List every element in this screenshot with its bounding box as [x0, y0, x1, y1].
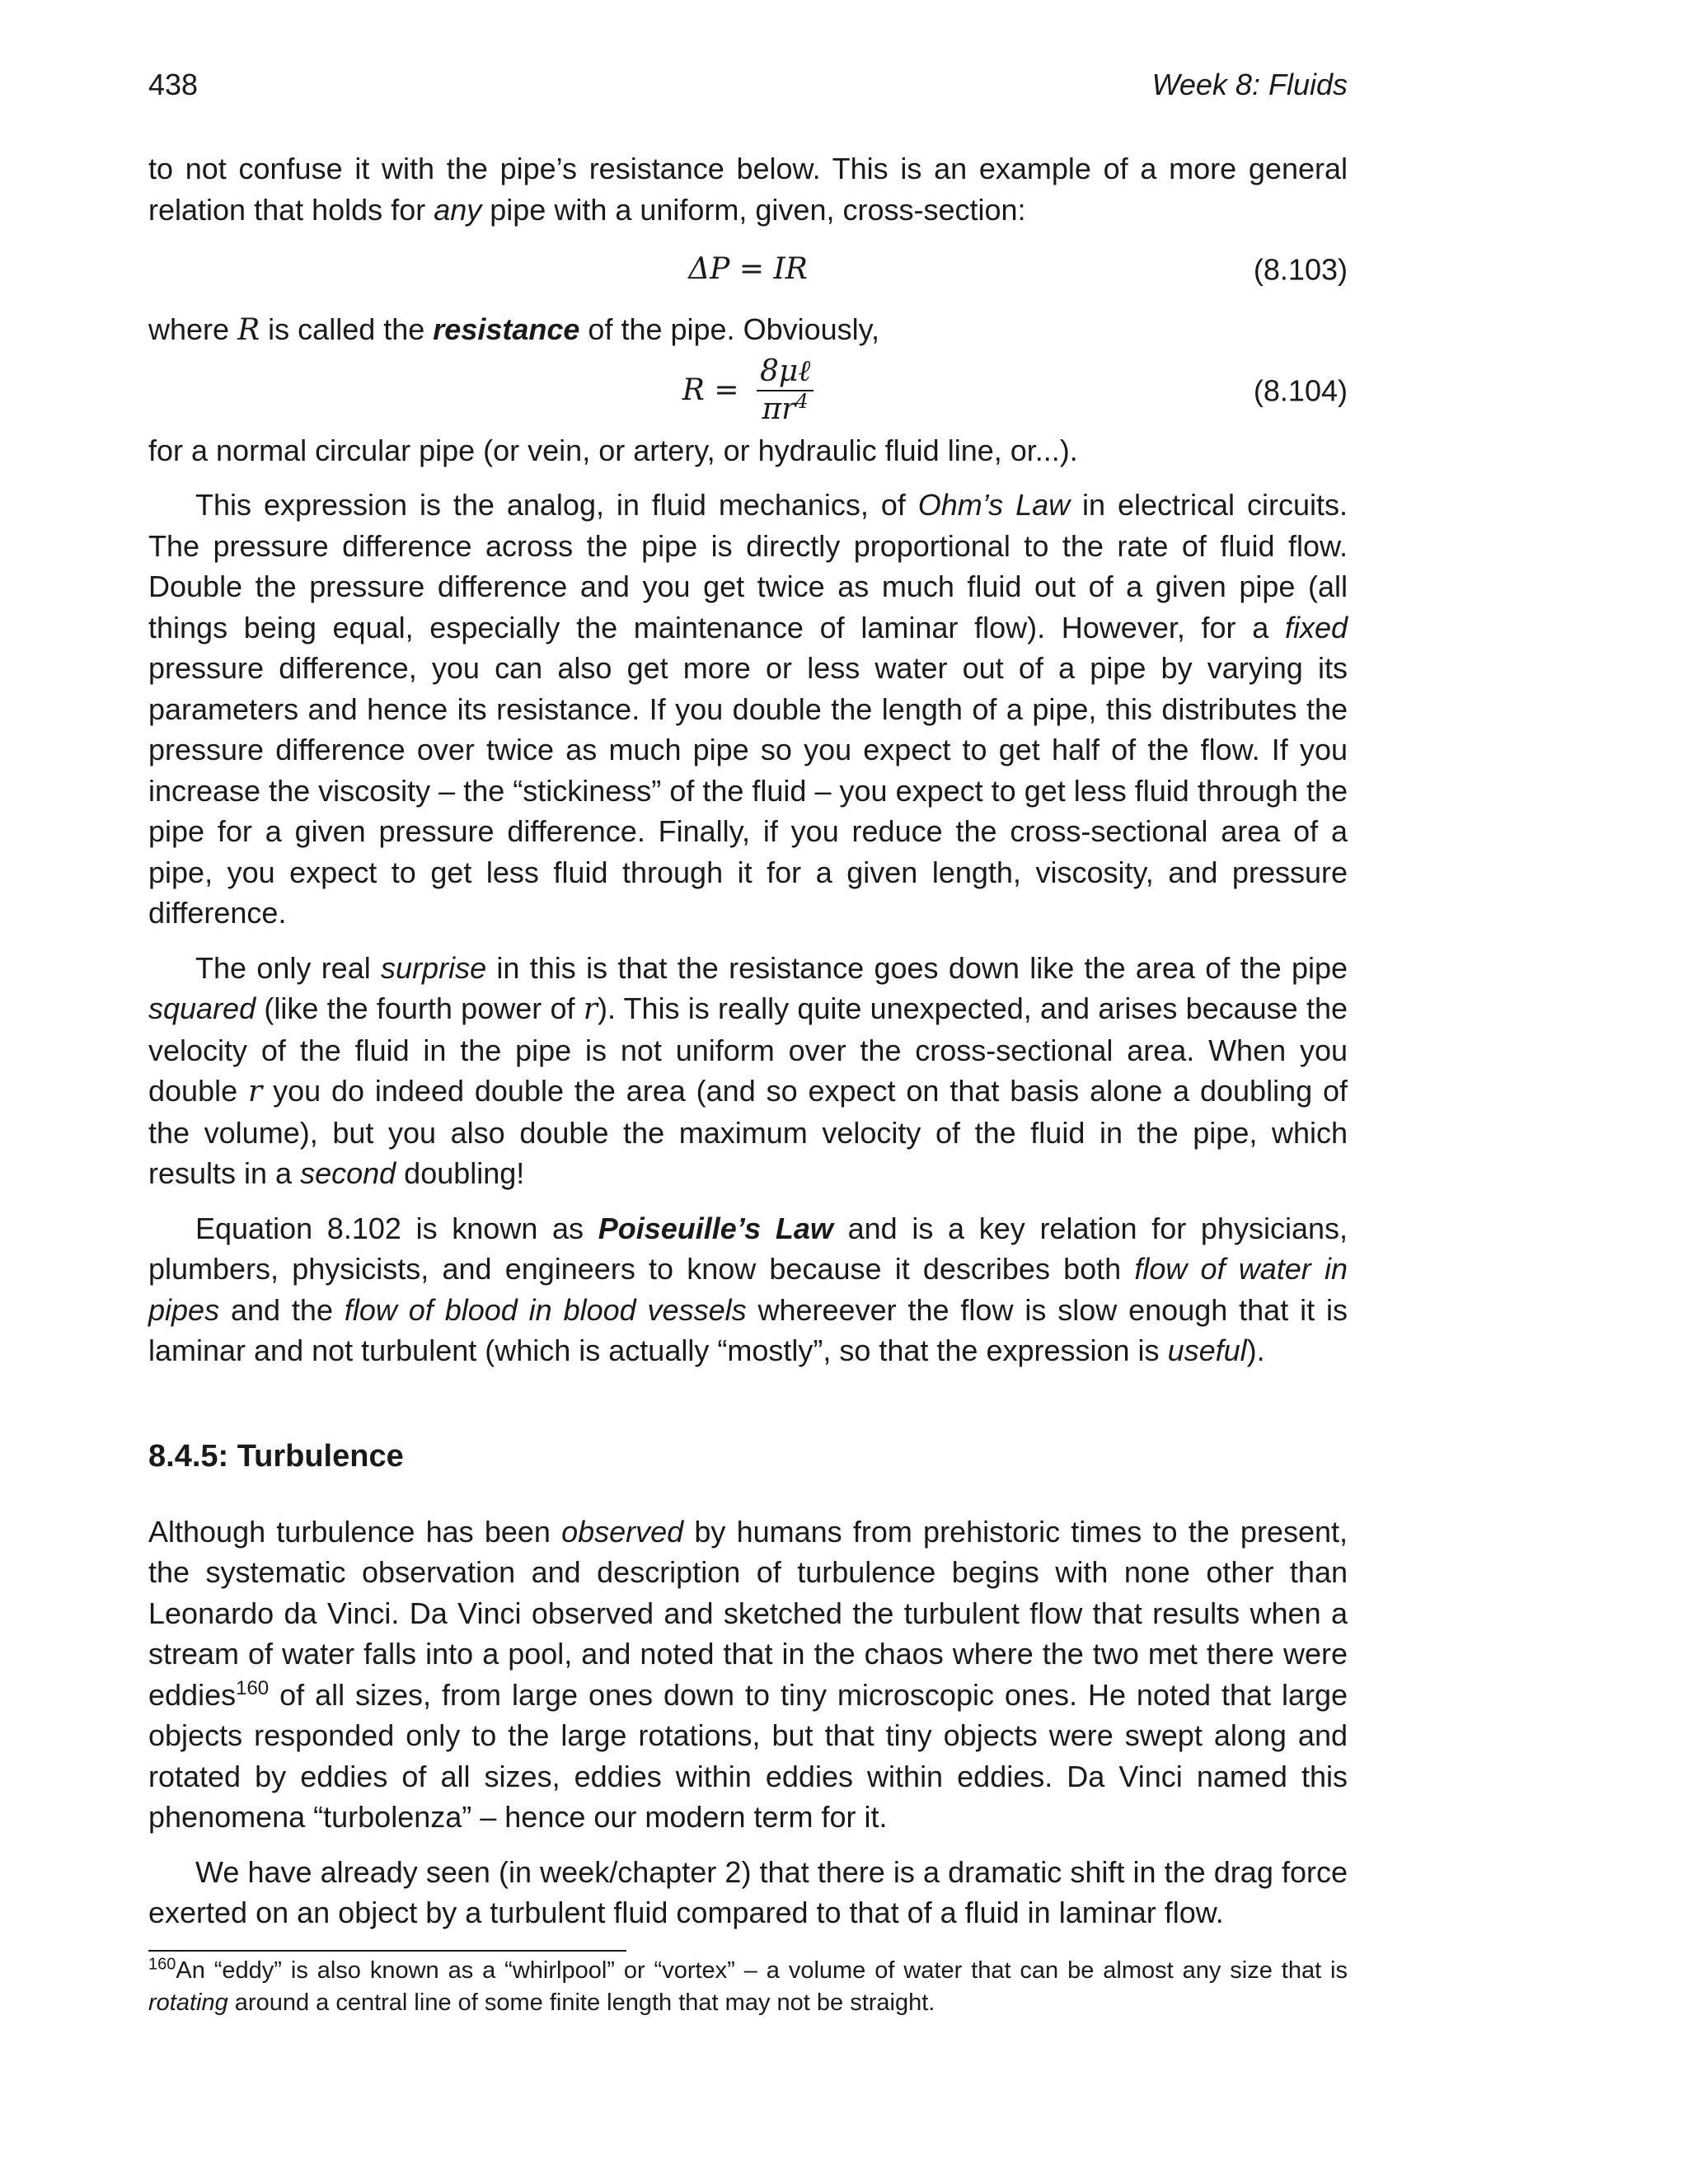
text-span: and is a key relation for physicians, plumbers, physicists, and engineers to know because it describes both	[148, 1211, 1348, 1286]
text-span: ). This is really quite unexpected, and arises because the velocity of the fluid in the pipe is not uniform over the cross-sectional area. When you double	[148, 991, 1348, 1108]
paragraph-poiseuille	[148, 1208, 1348, 1371]
text-span: whereever the flow is slow enough that it is laminar and not turbulent (which is actually “mostly”, so that the expression is	[148, 1292, 1348, 1367]
paragraph-intro	[148, 148, 1348, 230]
math-var: R	[682, 373, 705, 407]
emphasis: squared	[148, 991, 256, 1025]
text-span: pressure difference, you can also get more or less water out of a pipe by varying its parameters and hence its resistance. If you double the length of a pipe, this distributes the pressure difference over twice as much pipe so you expect to get half of the flow. If you increase the viscosity – the “stickiness” of the fluid – you expect to get less fluid through the pipe for a given pressure difference. Finally, if you reduce the cross-sectional area of a pipe, you expect to get less fluid through it for a given length, viscosity, and pressure difference.	[148, 651, 1348, 930]
page-header	[148, 64, 1348, 105]
paragraph-circular-pipe: for a normal circular pipe (or vein, or artery, or hydraulic fluid line, or...).	[148, 433, 1078, 467]
fraction-denominator	[762, 391, 809, 426]
math-var: r	[583, 992, 598, 1026]
footnote-reference[interactable]: 160	[236, 1676, 270, 1699]
defined-term: Poiseuille’s Law	[598, 1211, 833, 1245]
footnote-mark: 160	[148, 1954, 176, 1973]
emphasis: any	[434, 192, 482, 227]
paragraph-surprise	[148, 948, 1348, 1194]
text-span: and the	[219, 1292, 345, 1327]
equation-number: (8.104)	[1253, 373, 1348, 407]
math-op: =	[704, 373, 748, 407]
math-var: ΔP	[688, 252, 730, 287]
text-span: ).	[1246, 1333, 1265, 1367]
text-span: in electrical circuits. The pressure difference across the pipe is directly proportional to the rate of fluid flow. Double the pressure difference and you get twice as much fluid out of a given pipe (all things being equal, especially the maintenance of laminar flow). However, for a	[148, 488, 1348, 644]
equation-body	[688, 249, 808, 290]
text-span: This expression is the analog, in fluid mechanics, of	[195, 488, 918, 522]
footnote-divider	[148, 1950, 626, 1952]
fraction-numerator: 8μℓ	[757, 355, 814, 391]
text-span: of the pipe. Obviously,	[579, 312, 879, 346]
text-span: pipe with a uniform, given, cross-section:	[481, 192, 1026, 227]
emphasis: Ohm’s Law	[917, 488, 1071, 522]
emphasis: fixed	[1284, 610, 1348, 644]
math-var: IR	[773, 252, 808, 287]
exponent: 4	[795, 389, 809, 413]
text-span: around a central line of some finite length that may not be straight.	[227, 1989, 935, 2016]
text-span: (like the fourth power of	[256, 991, 584, 1025]
paragraph-drag-force: We have already seen (in week/chapter 2) that there is a dramatic shift in the drag force exerted on an object by a turbulent fluid compared to that of a fluid in laminar flow.	[148, 1854, 1348, 1929]
paragraph-resistance	[148, 309, 1348, 351]
text-span: of all sizes, from large ones down to tiny microscopic ones. He noted that large objects responded only to the large rotations, but that tiny objects were swept along and rotated by eddies of all sizes, eddies within eddies within eddies. Da Vinci named this phenomena “turbolenza” – hence our modern term for it.	[148, 1677, 1348, 1834]
equation-number: (8.103)	[1253, 252, 1348, 287]
emphasis: useful	[1167, 1333, 1247, 1367]
text-span: by humans from prehistoric times to the present, the systematic observation and description of turbulence begins with none other than Leonardo da Vinci. Da Vinci observed and sketched the turbulent flow that results when a stream of water falls into a pool, and noted that in the chaos where the two met there were eddies	[148, 1514, 1348, 1712]
emphasis: second	[300, 1156, 396, 1190]
text-span: Although turbulence has been	[148, 1514, 562, 1549]
emphasis: flow of water in pipes	[148, 1252, 1348, 1327]
math-var: πr	[762, 391, 796, 426]
running-title: Week 8: Fluids	[1151, 68, 1348, 101]
emphasis: surprise	[381, 950, 487, 985]
equation-8-104	[148, 351, 1348, 430]
text-span: you do indeed double the area (and so expect on that basis alone a doubling of the volume), but you also double the maximum velocity of the fluid in the pipe, which results in a	[148, 1074, 1348, 1190]
defined-term: resistance	[433, 312, 580, 346]
page	[148, 64, 1348, 2019]
text-span: is called the	[260, 312, 434, 346]
equation-body	[682, 355, 814, 426]
math-op: =	[729, 252, 774, 287]
fraction	[757, 355, 814, 426]
math-var: R	[237, 313, 260, 347]
paragraph-ohms-law	[148, 485, 1348, 934]
paragraph-da-vinci	[148, 1511, 1348, 1838]
emphasis: flow of blood in blood vessels	[344, 1292, 747, 1327]
text-span: doubling!	[396, 1156, 525, 1190]
text-span: to not confuse it with the pipe’s resistance below. This is an example of a more general relation that holds for	[148, 152, 1348, 227]
text-span: where	[148, 312, 238, 346]
equation-8-103	[148, 230, 1348, 309]
text-span: An “eddy” is also known as a “whirlpool” or “vortex” – a volume of water that can be almost any size that is	[176, 1957, 1348, 1984]
footnote-160	[148, 1955, 1348, 2019]
text-span: Equation 8.102 is known as	[195, 1211, 598, 1245]
text-span: in this is that the resistance goes down like the area of the pipe	[486, 950, 1348, 985]
page-number: 438	[148, 68, 199, 101]
emphasis: rotating	[148, 1989, 228, 2016]
emphasis: observed	[561, 1514, 684, 1549]
math-var: r	[247, 1075, 263, 1108]
section-heading: 8.4.5: Turbulence	[148, 1438, 404, 1474]
text-span: The only real	[195, 950, 382, 985]
